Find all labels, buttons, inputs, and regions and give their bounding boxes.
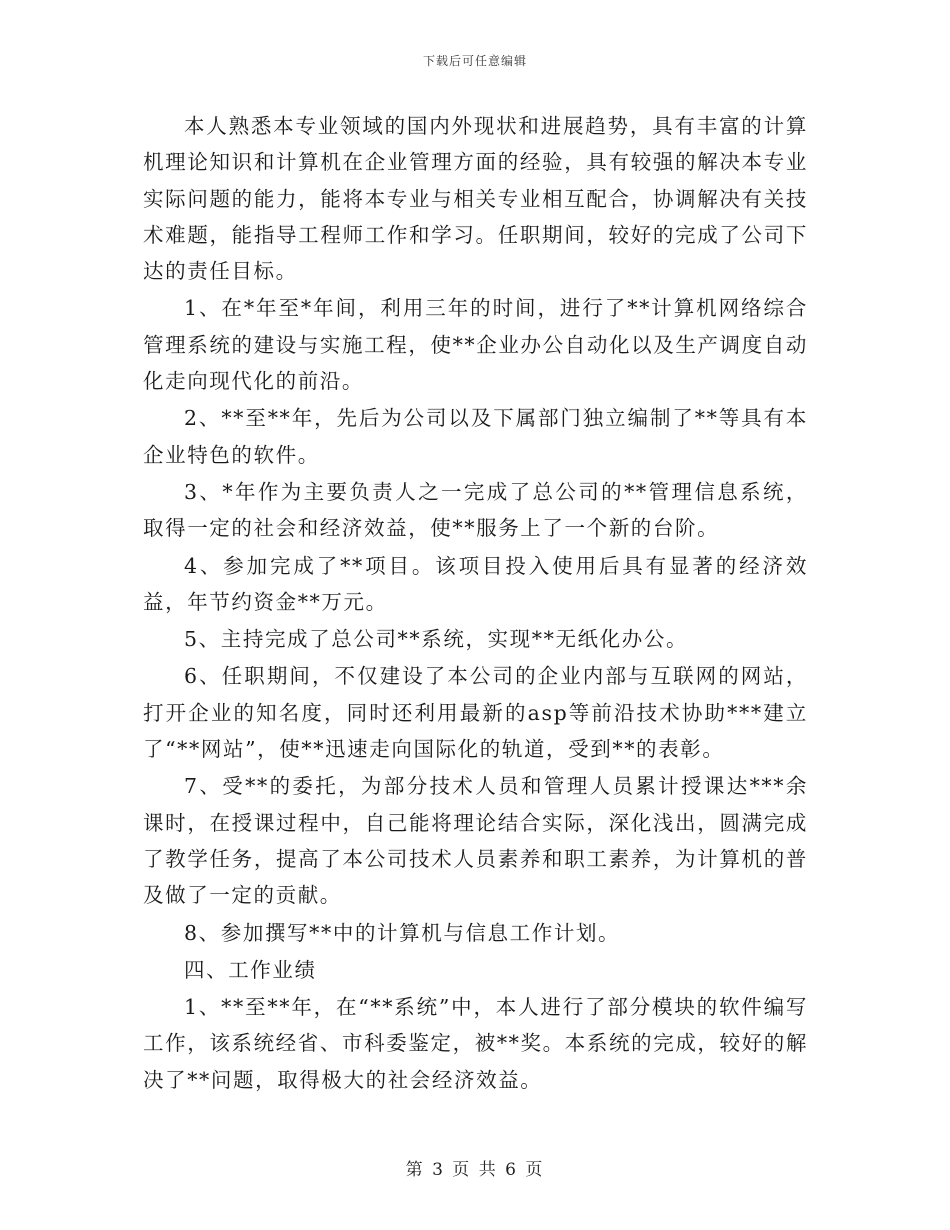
paragraph-item-7: 7、受**的委托，为部分技术人员和管理人员累计授课达***余课时，在授课过程中，自己能将理论结合实际，深化浅出，圆满完成了教学任务，提高了本公司技术人员素养和职工素养，为计算机的普及做了一定的贡献。 <box>143 774 808 908</box>
paragraph-intro: 本人熟悉本专业领域的国内外现状和进展趋势，具有丰富的计算机理论知识和计算机在企业管理方面的经验，具有较强的解决本专业实际问题的能力，能将本专业与相关专业相互配合，协调解决有关技术难题，能指导工程师工作和学习。任职期间，较好的完成了公司下达的责任目标。 <box>143 114 808 284</box>
paragraph-item-3: 3、*年作为主要负责人之一完成了总公司的**管理信息系统，取得一定的社会和经济效益，使**服务上了一个新的台阶。 <box>143 479 808 541</box>
paragraph-achievement-1: 1、**至**年，在“**系统”中，本人进行了部分模块的软件编写工作，该系统经省、市科委鉴定，被**奖。本系统的完成，较好的解决了**问题，取得极大的社会经济效益。 <box>143 995 808 1092</box>
paragraph-item-5: 5、主持完成了总公司**系统，实现**无纸化办公。 <box>184 627 689 652</box>
paragraph-item-8: 8、参加撰写**中的计算机与信息工作计划。 <box>184 920 621 945</box>
paragraph-item-2: 2、**至**年，先后为公司以及下属部门独立编制了**等具有本企业特色的软件。 <box>143 406 808 467</box>
section-heading-achievements: 四、工作业绩 <box>184 957 317 982</box>
paragraph-item-1: 1、在*年至*年间，利用三年的时间，进行了**计算机网络综合管理系统的建设与实施工程，使**企业办公自动化以及生产调度自动化走向现代化的前沿。 <box>143 296 808 394</box>
paragraph-item-4: 4、参加完成了**项目。该项目投入使用后具有显著的经济效益，年节约资金**万元。 <box>143 553 808 614</box>
page-number-footer: 第 3 页 共 6 页 <box>405 1160 545 1180</box>
page-header: 下载后可任意编辑 <box>422 54 527 68</box>
document-body <box>143 108 808 1099</box>
paragraph-item-6: 6、任职期间，不仅建设了本公司的企业内部与互联网的网站，打开企业的知名度，同时还利用最新的asp等前沿技术协助***建立了“**网站”，使**迅速走向国际化的轨道，受到**的表彰。 <box>143 664 808 762</box>
